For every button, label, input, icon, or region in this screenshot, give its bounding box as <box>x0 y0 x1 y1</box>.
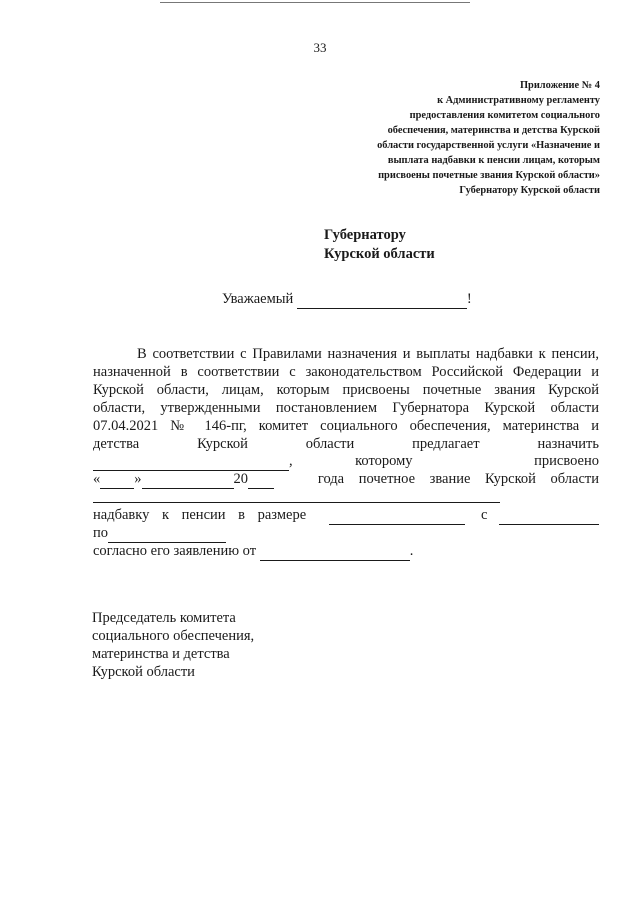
signature-line: Курской области <box>92 664 195 680</box>
signature-line: социального обеспечения, <box>92 628 255 644</box>
body-line: Курской области, лицам, которым присвоены почетные звания Курской <box>93 382 599 398</box>
appendix-line: обеспечения, материнства и детства Курской <box>387 125 600 136</box>
form-row-amount <box>93 507 599 525</box>
greeting <box>222 291 472 309</box>
amount-label: надбавку к пенсии в размере <box>93 507 307 523</box>
addressee <box>324 226 435 264</box>
body-line: В соответствии с Правилами назначения и выплаты надбавки к пенсии, <box>137 346 599 362</box>
title-text: года почетное звание Курской области <box>317 471 599 487</box>
appendix-line: выплата надбавки к пенсии лицам, которым <box>387 155 600 166</box>
form-row-until <box>93 525 599 543</box>
year-prefix: 20 <box>233 471 248 487</box>
quote-open: « <box>93 471 101 487</box>
form-row-date <box>93 471 599 489</box>
top-rule <box>160 2 470 3</box>
from-date-field[interactable] <box>499 507 599 525</box>
appendix-line: предоставления комитетом социального <box>409 110 600 121</box>
to-date-field[interactable] <box>108 525 226 543</box>
body-line: детства Курской области предлагает назначить <box>93 436 599 452</box>
recipient-name-field[interactable] <box>297 291 467 309</box>
body-line: 07.04.2021 № 146-пг, комитет социального обеспечения, материнства и <box>93 418 599 434</box>
honorary-title-field[interactable] <box>93 502 500 503</box>
addressee-region: Курской области <box>324 246 435 262</box>
signature-block <box>92 609 254 681</box>
pensioner-name-field[interactable] <box>93 453 289 471</box>
from-label: с <box>481 507 488 523</box>
body-line: области, утвержденными постановлением Губернатора Курской области <box>93 400 599 416</box>
form-row-recipient <box>93 453 599 471</box>
appendix-line: области государственной услуги «Назначение и <box>377 140 600 151</box>
body-paragraph <box>93 345 599 453</box>
greeting-text: Уважаемый <box>222 291 294 307</box>
signature-line: материнства и детства <box>92 646 230 662</box>
year-field[interactable] <box>248 471 274 489</box>
application-date-field[interactable] <box>260 543 410 561</box>
addressee-title: Губернатору <box>324 227 406 243</box>
greeting-exclamation: ! <box>466 291 472 307</box>
comma: , <box>289 453 293 469</box>
amount-field[interactable] <box>329 507 465 525</box>
appendix-line: Приложение № 4 <box>519 80 600 91</box>
appendix-header <box>320 78 600 198</box>
form-row-application <box>93 543 599 561</box>
application-label: согласно его заявлению от <box>93 543 257 559</box>
quote-close: » <box>134 471 142 487</box>
to-label: по <box>93 525 109 541</box>
day-field[interactable] <box>100 471 134 489</box>
appendix-line: к Административному регламенту <box>437 95 600 106</box>
appendix-line: присвоены почетные звания Курской области» <box>378 170 600 181</box>
appendix-line: Губернатору Курской области <box>459 185 600 196</box>
period: . <box>409 543 414 559</box>
page-number: 33 <box>313 40 327 55</box>
month-field[interactable] <box>142 471 234 489</box>
body-line: назначенной в соответствии с законодательством Российской Федерации и <box>93 364 599 380</box>
signature-line: Председатель комитета <box>92 610 236 626</box>
assigned-text: которому присвоено <box>355 453 599 469</box>
